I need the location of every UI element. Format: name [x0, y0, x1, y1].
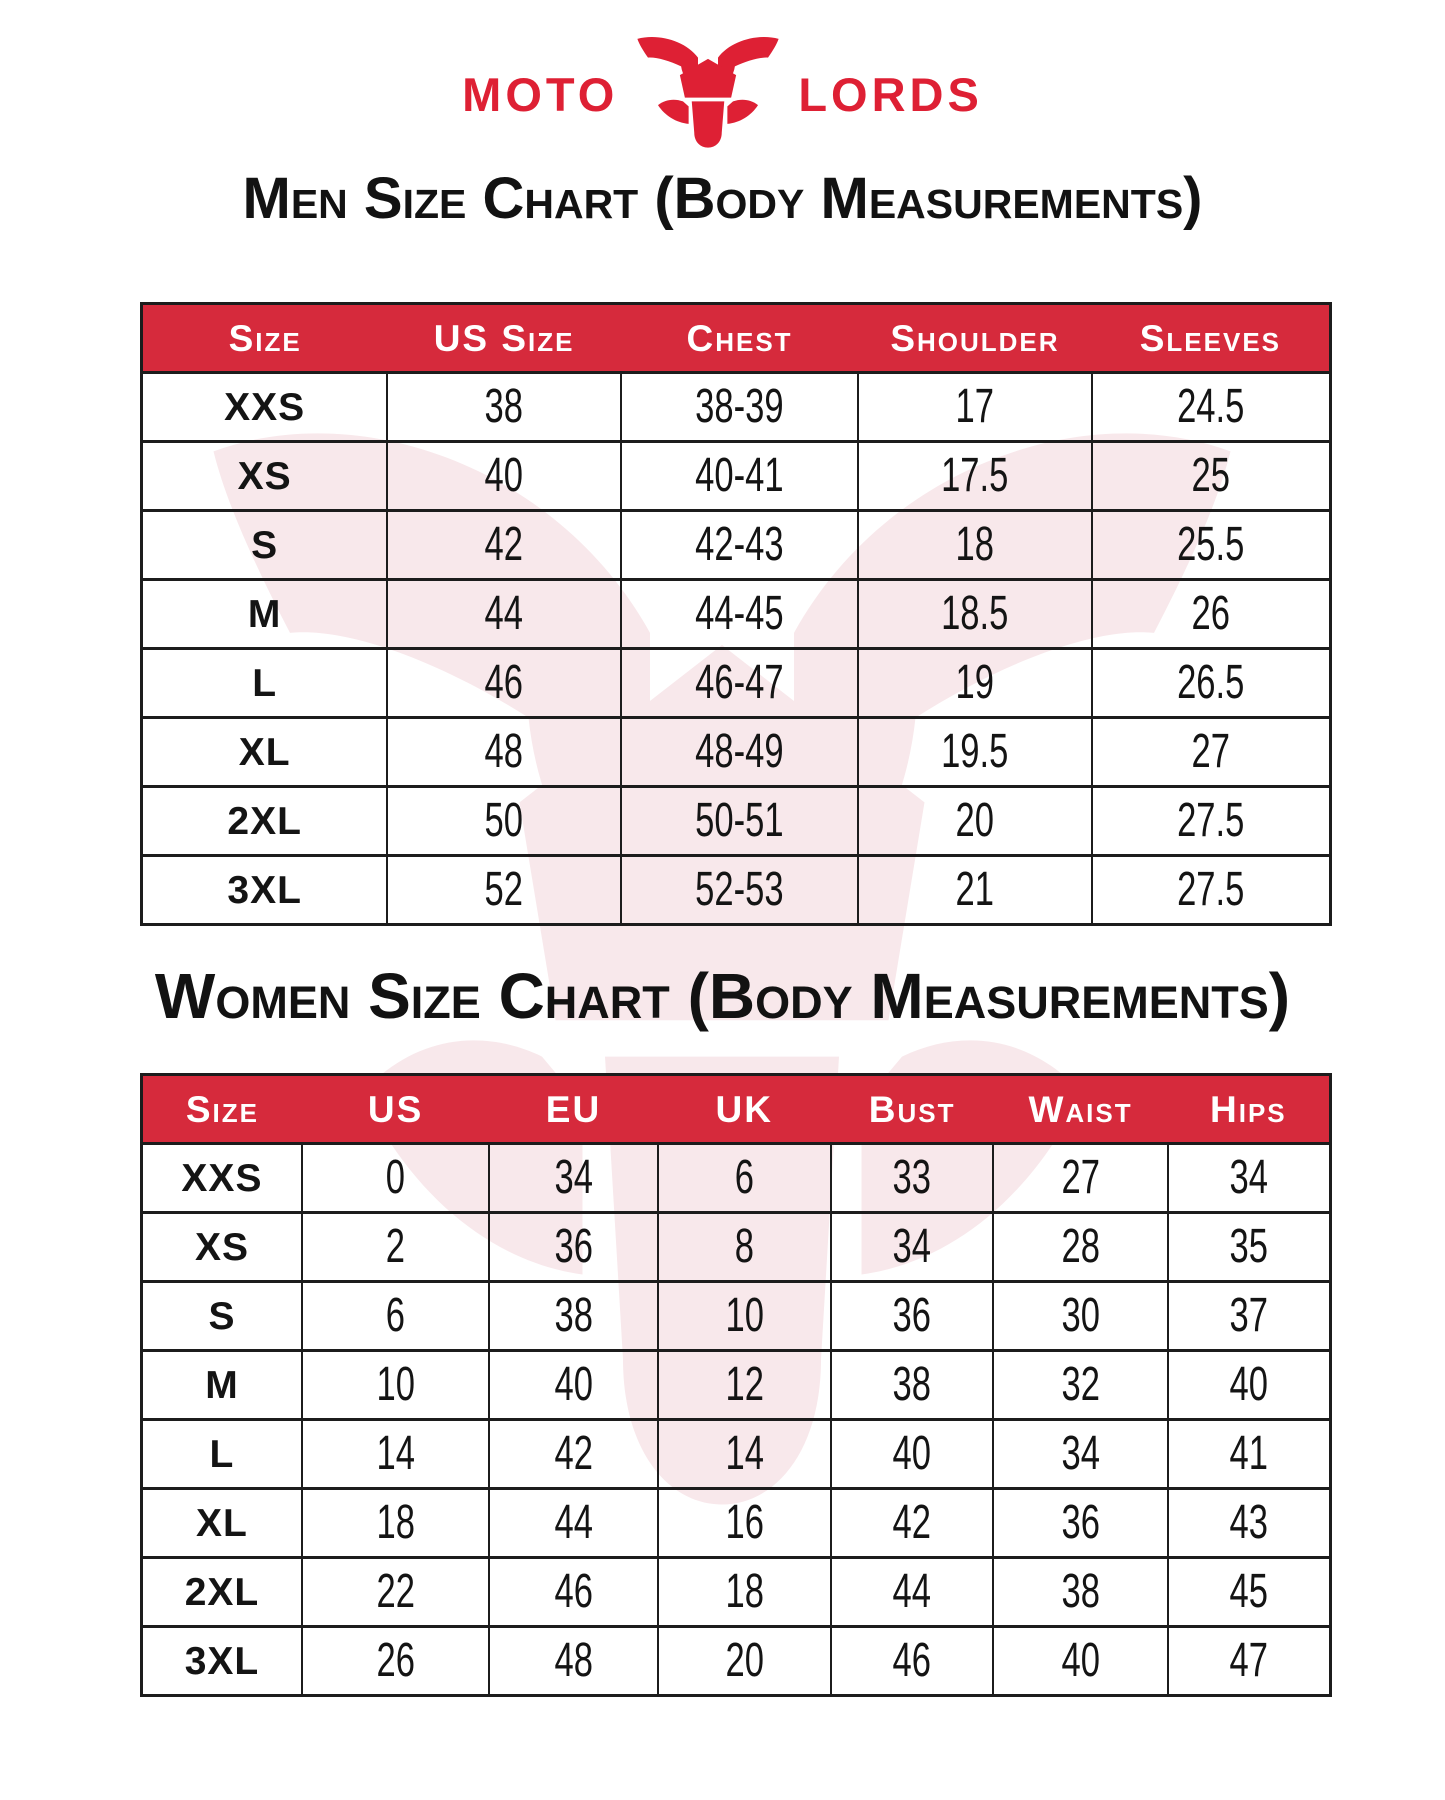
table-row — [142, 373, 1331, 442]
men-header-row — [142, 304, 1331, 373]
men-chart-title: Men Size Chart (Body Measurements) — [242, 166, 1203, 231]
measurement-cell — [1168, 1213, 1331, 1282]
measurement-cell — [1092, 373, 1331, 442]
men-size-table — [140, 302, 1332, 926]
table-row — [142, 1144, 1331, 1213]
column-header-bust: Bust — [831, 1075, 993, 1144]
measurement-value: 10 — [725, 1289, 764, 1342]
measurement-cell — [387, 787, 621, 856]
size-label: XXS — [181, 1156, 263, 1200]
measurement-cell — [621, 718, 858, 787]
column-header-hips: Hips — [1168, 1075, 1331, 1144]
measurement-value: 20 — [955, 794, 995, 847]
measurement-value: 17 — [955, 380, 995, 433]
measurement-value: 52-53 — [695, 863, 784, 916]
measurement-cell — [302, 1213, 489, 1282]
size-label: L — [209, 1432, 235, 1476]
measurement-value: 6 — [734, 1151, 754, 1204]
measurement-value: 46 — [484, 656, 524, 709]
measurement-value: 40 — [892, 1427, 932, 1480]
measurement-cell — [302, 1558, 489, 1627]
measurement-value: 21 — [955, 863, 995, 916]
measurement-cell — [1168, 1144, 1331, 1213]
measurement-cell — [621, 649, 858, 718]
measurement-cell — [302, 1627, 489, 1696]
measurement-cell — [1092, 718, 1331, 787]
size-label: XS — [194, 1225, 249, 1269]
measurement-value: 14 — [725, 1427, 764, 1480]
measurement-cell — [831, 1213, 993, 1282]
measurement-value: 27 — [1061, 1151, 1100, 1204]
measurement-cell — [387, 511, 621, 580]
measurement-value: 34 — [1061, 1427, 1100, 1480]
measurement-cell — [387, 649, 621, 718]
measurement-cell — [1092, 442, 1331, 511]
measurement-cell — [621, 511, 858, 580]
measurement-cell — [1168, 1351, 1331, 1420]
measurement-value: 25 — [1191, 449, 1231, 502]
size-label-cell — [142, 373, 388, 442]
size-label: S — [251, 523, 279, 567]
women-header-row — [142, 1075, 1331, 1144]
measurement-cell — [1168, 1489, 1331, 1558]
measurement-value: 33 — [892, 1151, 932, 1204]
measurement-value: 27.5 — [1177, 863, 1245, 916]
measurement-cell — [858, 649, 1092, 718]
measurement-cell — [1168, 1627, 1331, 1696]
measurement-value: 38 — [484, 380, 524, 433]
measurement-value: 52 — [484, 863, 524, 916]
column-header-size: Size — [142, 1075, 302, 1144]
measurement-cell — [993, 1627, 1167, 1696]
measurement-value: 18.5 — [941, 587, 1009, 640]
size-label-cell — [142, 1282, 302, 1351]
size-label: M — [247, 592, 282, 636]
measurement-value: 36 — [1061, 1496, 1100, 1549]
measurement-cell — [302, 1420, 489, 1489]
measurement-cell — [858, 373, 1092, 442]
measurement-value: 26.5 — [1177, 656, 1245, 709]
measurement-cell — [1168, 1558, 1331, 1627]
measurement-cell — [658, 1420, 831, 1489]
measurement-value: 46 — [892, 1634, 932, 1687]
table-row — [142, 1420, 1331, 1489]
men-table-body — [142, 373, 1331, 925]
table-row — [142, 1558, 1331, 1627]
measurement-value: 41 — [1229, 1427, 1269, 1480]
measurement-value: 44 — [892, 1565, 932, 1618]
measurement-value: 46-47 — [695, 656, 784, 709]
size-label-cell — [142, 718, 388, 787]
measurement-cell — [1092, 787, 1331, 856]
size-label: 2XL — [184, 1570, 260, 1614]
measurement-cell — [1168, 1420, 1331, 1489]
measurement-value: 40 — [554, 1358, 593, 1411]
size-label: XL — [196, 1501, 248, 1545]
measurement-value: 10 — [376, 1358, 415, 1411]
size-label: S — [208, 1294, 236, 1338]
measurement-cell — [489, 1489, 657, 1558]
measurement-value: 26 — [1191, 587, 1231, 640]
measurement-cell — [858, 580, 1092, 649]
measurement-value: 45 — [1229, 1565, 1269, 1618]
measurement-value: 40 — [1229, 1358, 1269, 1411]
table-row — [142, 580, 1331, 649]
size-label: XS — [237, 454, 292, 498]
measurement-value: 26 — [376, 1634, 415, 1687]
column-header-eu: EU — [489, 1075, 657, 1144]
measurement-value: 47 — [1229, 1634, 1269, 1687]
measurement-cell — [993, 1558, 1167, 1627]
measurement-cell — [831, 1627, 993, 1696]
measurement-value: 12 — [725, 1358, 764, 1411]
measurement-value: 40 — [1061, 1634, 1100, 1687]
measurement-value: 50 — [484, 794, 524, 847]
measurement-value: 48 — [484, 725, 524, 778]
size-label: XXS — [224, 385, 306, 429]
measurement-cell — [658, 1489, 831, 1558]
measurement-cell — [658, 1144, 831, 1213]
measurement-cell — [387, 718, 621, 787]
measurement-cell — [489, 1627, 657, 1696]
measurement-cell — [489, 1351, 657, 1420]
measurement-value: 38 — [1061, 1565, 1100, 1618]
measurement-cell — [1092, 649, 1331, 718]
measurement-value: 48 — [554, 1634, 593, 1687]
measurement-value: 6 — [385, 1289, 406, 1342]
women-table-body — [142, 1144, 1331, 1696]
size-label-cell — [142, 787, 388, 856]
measurement-cell — [858, 856, 1092, 925]
measurement-value: 24.5 — [1177, 380, 1245, 433]
table-row — [142, 649, 1331, 718]
column-header-sleeves: Sleeves — [1092, 304, 1331, 373]
measurement-value: 42-43 — [695, 518, 784, 571]
measurement-value: 19 — [955, 656, 995, 709]
measurement-cell — [993, 1351, 1167, 1420]
measurement-cell — [387, 442, 621, 511]
measurement-cell — [302, 1351, 489, 1420]
measurement-value: 28 — [1061, 1220, 1100, 1273]
measurement-cell — [1092, 580, 1331, 649]
measurement-value: 27 — [1191, 725, 1231, 778]
measurement-cell — [387, 856, 621, 925]
measurement-cell — [858, 442, 1092, 511]
measurement-value: 25.5 — [1177, 518, 1245, 571]
size-label-cell — [142, 856, 388, 925]
table-row — [142, 1627, 1331, 1696]
size-label-cell — [142, 1420, 302, 1489]
column-header-shoulder: Shoulder — [858, 304, 1092, 373]
women-table-head — [142, 1075, 1331, 1144]
measurement-cell — [831, 1420, 993, 1489]
column-header-us: US — [302, 1075, 489, 1144]
measurement-cell — [302, 1282, 489, 1351]
measurement-cell — [858, 718, 1092, 787]
size-label-cell — [142, 649, 388, 718]
measurement-cell — [658, 1558, 831, 1627]
table-row — [142, 1213, 1331, 1282]
table-row — [142, 718, 1331, 787]
table-row — [142, 1489, 1331, 1558]
measurement-cell — [993, 1213, 1167, 1282]
measurement-value: 18 — [376, 1496, 415, 1549]
measurement-cell — [993, 1420, 1167, 1489]
measurement-value: 38 — [554, 1289, 593, 1342]
measurement-value: 40-41 — [695, 449, 784, 502]
measurement-cell — [658, 1213, 831, 1282]
size-label: XL — [238, 730, 291, 774]
measurement-value: 36 — [554, 1220, 593, 1273]
measurement-value: 20 — [725, 1634, 764, 1687]
size-label: 3XL — [184, 1639, 260, 1683]
measurement-cell — [489, 1558, 657, 1627]
measurement-value: 17.5 — [941, 449, 1009, 502]
measurement-value: 44-45 — [695, 587, 784, 640]
size-label: M — [205, 1363, 239, 1407]
measurement-cell — [489, 1420, 657, 1489]
measurement-value: 34 — [554, 1151, 593, 1204]
column-header-waist: Waist — [993, 1075, 1167, 1144]
measurement-value: 38-39 — [695, 380, 784, 433]
measurement-cell — [302, 1489, 489, 1558]
measurement-value: 46 — [554, 1565, 593, 1618]
measurement-value: 37 — [1229, 1289, 1269, 1342]
measurement-value: 18 — [955, 518, 995, 571]
measurement-value: 42 — [892, 1496, 932, 1549]
column-header-us-size: US Size — [387, 304, 621, 373]
brand-logo — [0, 28, 1445, 160]
measurement-cell — [831, 1351, 993, 1420]
measurement-cell — [831, 1282, 993, 1351]
measurement-value: 44 — [554, 1496, 593, 1549]
measurement-cell — [387, 580, 621, 649]
measurement-value: 16 — [725, 1496, 764, 1549]
measurement-cell — [1092, 856, 1331, 925]
measurement-cell — [858, 511, 1092, 580]
measurement-cell — [621, 787, 858, 856]
measurement-cell — [621, 442, 858, 511]
measurement-value: 42 — [484, 518, 524, 571]
size-label: 2XL — [227, 799, 302, 843]
size-label-cell — [142, 1558, 302, 1627]
table-row — [142, 511, 1331, 580]
measurement-value: 34 — [892, 1220, 932, 1273]
measurement-value: 40 — [484, 449, 524, 502]
table-row — [142, 1282, 1331, 1351]
table-row — [142, 1351, 1331, 1420]
measurement-cell — [621, 856, 858, 925]
size-label-cell — [142, 442, 388, 511]
measurement-cell — [302, 1144, 489, 1213]
column-header-uk: UK — [658, 1075, 831, 1144]
size-label-cell — [142, 580, 388, 649]
table-row — [142, 442, 1331, 511]
measurement-value: 8 — [734, 1220, 754, 1273]
measurement-cell — [831, 1144, 993, 1213]
measurement-value: 2 — [385, 1220, 406, 1273]
column-header-size: Size — [142, 304, 388, 373]
measurement-cell — [387, 373, 621, 442]
measurement-value: 35 — [1229, 1220, 1269, 1273]
measurement-cell — [621, 373, 858, 442]
measurement-cell — [858, 787, 1092, 856]
measurement-value: 30 — [1061, 1289, 1100, 1342]
measurement-value: 27.5 — [1177, 794, 1245, 847]
measurement-cell — [489, 1144, 657, 1213]
measurement-value: 22 — [376, 1565, 415, 1618]
size-label-cell — [142, 511, 388, 580]
measurement-value: 50-51 — [695, 794, 784, 847]
measurement-value: 19.5 — [941, 725, 1009, 778]
measurement-cell — [993, 1282, 1167, 1351]
women-chart-title: Women Size Chart (Body Measurements) — [154, 960, 1291, 1032]
men-table-head — [142, 304, 1331, 373]
measurement-value: 18 — [725, 1565, 764, 1618]
size-label-cell — [142, 1489, 302, 1558]
measurement-value: 48-49 — [695, 725, 784, 778]
measurement-cell — [489, 1213, 657, 1282]
table-row — [142, 787, 1331, 856]
table-row — [142, 856, 1331, 925]
measurement-value: 38 — [892, 1358, 932, 1411]
size-label: L — [252, 661, 278, 705]
measurement-value: 43 — [1229, 1496, 1269, 1549]
size-label: 3XL — [227, 868, 302, 912]
logo-text-moto: MOTO — [462, 67, 619, 121]
measurement-cell — [1168, 1282, 1331, 1351]
measurement-value: 14 — [376, 1427, 415, 1480]
size-label-cell — [142, 1351, 302, 1420]
size-label-cell — [142, 1627, 302, 1696]
column-header-chest: Chest — [621, 304, 858, 373]
size-label-cell — [142, 1213, 302, 1282]
measurement-cell — [993, 1489, 1167, 1558]
size-label-cell — [142, 1144, 302, 1213]
measurement-value: 44 — [484, 587, 524, 640]
measurement-cell — [993, 1144, 1167, 1213]
measurement-value: 42 — [554, 1427, 593, 1480]
measurement-cell — [621, 580, 858, 649]
measurement-cell — [1092, 511, 1331, 580]
measurement-cell — [831, 1489, 993, 1558]
measurement-cell — [831, 1558, 993, 1627]
measurement-cell — [658, 1627, 831, 1696]
measurement-value: 0 — [385, 1151, 406, 1204]
women-size-table — [140, 1073, 1332, 1697]
logo-text-lords: LORDS — [798, 67, 983, 121]
measurement-cell — [658, 1351, 831, 1420]
measurement-value: 32 — [1061, 1358, 1100, 1411]
measurement-cell — [489, 1282, 657, 1351]
measurement-value: 36 — [892, 1289, 932, 1342]
measurement-cell — [658, 1282, 831, 1351]
bull-helmet-icon — [633, 35, 783, 154]
measurement-value: 34 — [1229, 1151, 1269, 1204]
